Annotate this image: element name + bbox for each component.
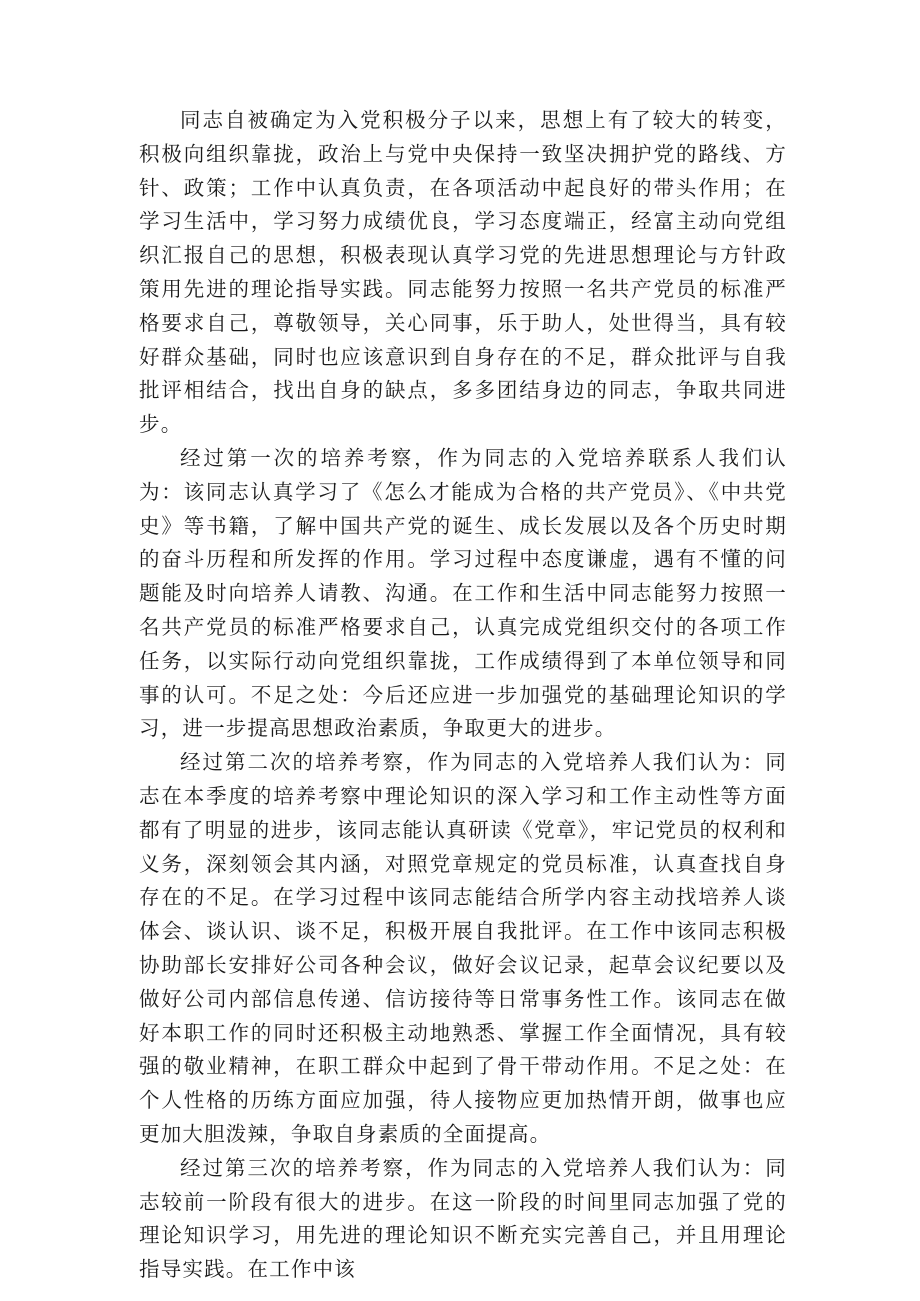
paragraph-1: 同志自被确定为入党积极分子以来，思想上有了较大的转变，积极向组织靠拢，政治上与党中央保持一致坚决拥护党的路线、方针、政策；工作中认真负责，在各项活动中起良好的带头作用；在学习生活中，学习努力成绩优良，学习态度端正，经富主动向党组织汇报自己的思想，积极表现认真学习党的先进思想理论与方针政策用先进的理论指导实践。同志能努力按照一名共产党员的标准严格要求自己，尊敬领导，关心同事，乐于助人，处世得当，具有较好群众基础，同时也应该意识到自身存在的不足，群众批评与自我批评相结合，找出自身的缺点，多多团结身边的同志，争取共同进步。 bbox=[139, 108, 787, 437]
paragraph-3: 经过第二次的培养考察，作为同志的入党培养人我们认为：同志在本季度的培养考察中理论知识的深入学习和工作主动性等方面都有了明显的进步，该同志能认真研读《党章》，牢记党员的权利和义务，深刻领会其内涵，对照党章规定的党员标准，认真查找自身存在的不足。在学习过程中该同志能结合所学内容主动找培养人谈体会、谈认识、谈不足，积极开展自我批评。在工作中该同志积极协助部长安排好公司各种会议，做好会议记录，起草会议纪要以及做好公司内部信息传递、信访接待等日常事务性工作。该同志在做好本职工作的同时还积极主动地熟悉、掌握工作全面情况，具有较强的敬业精神，在职工群众中起到了骨干带动作用。不足之处：在个人性格的历练方面应加强，待人接物应更加热情开朗，做事也应更加大胆泼辣，争取自身素质的全面提高。 bbox=[139, 750, 787, 1146]
paragraph-2: 经过第一次的培养考察，作为同志的入党培养联系人我们认为：该同志认真学习了《怎么才能成为合格的共产党员》、《中共党史》等书籍，了解中国共产党的诞生、成长发展以及各个历史时期的奋斗历程和所发挥的作用。学习过程中态度谦虚，遇有不懂的问题能及时向培养人请教、沟通。在工作和生活中同志能努力按照一名共产党员的标准严格要求自己，认真完成党组织交付的各项工作任务，以实际行动向党组织靠拢，工作成绩得到了本单位领导和同事的认可。不足之处：今后还应进一步加强党的基础理论知识的学习，进一步提高思想政治素质，争取更大的进步。 bbox=[139, 445, 787, 741]
document-body bbox=[139, 104, 787, 1287]
paragraph-4: 经过第三次的培养考察，作为同志的入党培养人我们认为：同志较前一阶段有很大的进步。在这一阶段的时间里同志加强了党的理论知识学习，用先进的理论知识不断充实完善自己，并且用理论指导实践。在工作中该 bbox=[139, 1155, 787, 1282]
